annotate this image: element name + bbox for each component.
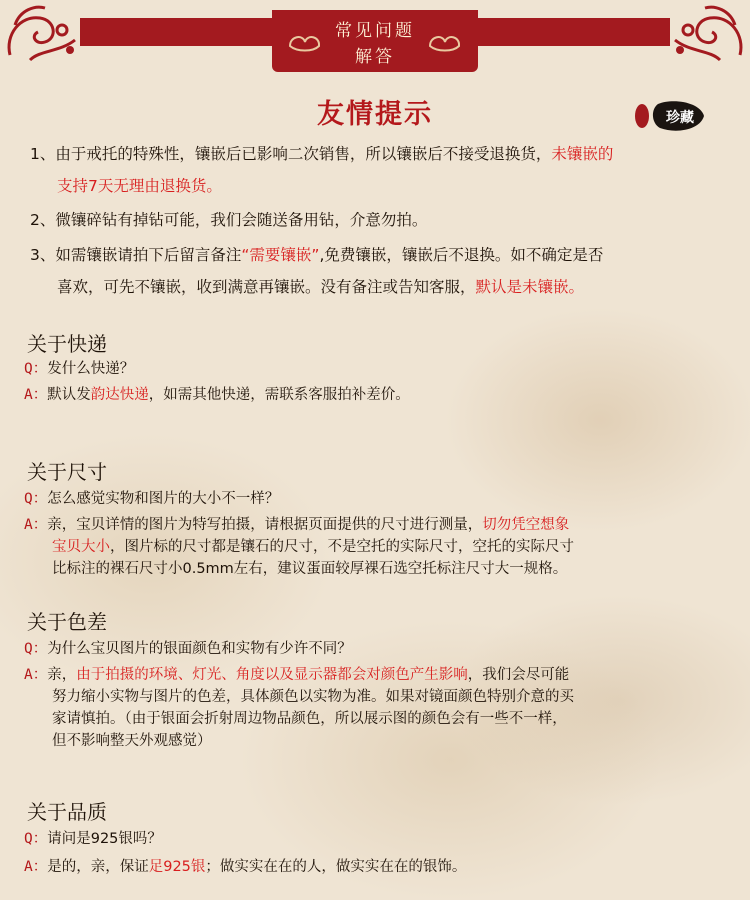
answer-text: 亲， bbox=[47, 667, 77, 683]
question-text: 请问是925银吗？ bbox=[47, 831, 162, 847]
section-size-question bbox=[24, 488, 279, 510]
answer-text-post: ，我们会尽可能 bbox=[467, 667, 570, 683]
section-color-question bbox=[24, 638, 352, 660]
notice-item-1-text: 1、由于戒托的特殊性，镶嵌后已影响二次销售，所以镶嵌后不接受退换货， bbox=[30, 145, 552, 163]
notice-item-2: 2、微镶碎钻有掉钻可能，我们会随送备用钻，介意勿拍。 bbox=[30, 211, 428, 229]
a-label: A： bbox=[24, 859, 48, 875]
notice-item-3-text-b: ,免费镶嵌，镶嵌后不退换。如不确定是否 bbox=[319, 246, 604, 264]
answer-line4: 但不影响整天外观感觉） bbox=[52, 733, 212, 749]
notice-item-1-line2: 支持7天无理由退换货。 bbox=[57, 177, 222, 195]
answer-line2-highlight: 宝贝大小 bbox=[52, 539, 110, 555]
notice-item-1-highlight: 未镶嵌的 bbox=[551, 145, 614, 163]
header-title-line2: 解答 bbox=[355, 47, 395, 67]
section-quality-answer bbox=[24, 856, 466, 878]
left-scroll-ornament-icon bbox=[0, 0, 90, 70]
section-heading-quality: 关于品质 bbox=[27, 800, 107, 824]
notice-item-3 bbox=[30, 243, 730, 267]
section-heading-express: 关于快递 bbox=[27, 332, 107, 356]
question-text: 发什么快递？ bbox=[47, 361, 135, 377]
answer-line3: 家请慎拍。（由于银面会折射周边物品颜色，所以展示图的颜色会有一些不一样， bbox=[52, 711, 567, 727]
section-color-answer bbox=[24, 664, 734, 752]
answer-highlight: 由于拍摄的环境、灯光、角度以及显示器都会对颜色产生影响 bbox=[76, 667, 468, 683]
notice-item-3-line2-highlight: 默认是未镶嵌。 bbox=[475, 278, 585, 296]
answer-line3: 比标注的裸石尺寸小0.5mm左右，建议蛋面较厚裸石选空托标注尺寸大一规格。 bbox=[52, 561, 568, 577]
notice-item-3-highlight: “需要镶嵌” bbox=[241, 246, 320, 264]
answer-highlight: 足925银 bbox=[148, 859, 206, 875]
q-label: Q： bbox=[24, 491, 48, 507]
q-label: Q： bbox=[24, 831, 48, 847]
answer-line2: 努力缩小实物与图片的色差，具体颜色以实物为准。如果对镜面颜色特别介意的买 bbox=[52, 689, 574, 705]
answer-text: 默认发 bbox=[47, 387, 91, 403]
q-label: Q： bbox=[24, 641, 48, 657]
notice-item-3-line2-text: 喜欢，可先不镶嵌，收到满意再镶嵌。没有备注或告知客服， bbox=[57, 278, 476, 296]
right-scroll-ornament-icon bbox=[660, 0, 750, 70]
header-title-line1: 常见问题 bbox=[335, 21, 415, 41]
notice-item-1 bbox=[30, 142, 730, 166]
q-label: Q： bbox=[24, 361, 48, 377]
answer-highlight: 切勿凭空想象 bbox=[482, 517, 570, 533]
answer-highlight: 韵达快递 bbox=[90, 387, 149, 403]
notice-item-3-text-a: 3、如需镶嵌请拍下后留言备注 bbox=[30, 246, 242, 264]
notice-title: 友情提示 bbox=[317, 99, 433, 130]
section-quality-question bbox=[24, 828, 162, 850]
question-text: 为什么宝贝图片的银面颜色和实物有少许不同？ bbox=[47, 641, 352, 657]
answer-text: 是的，亲，保证 bbox=[47, 859, 149, 875]
answer-text-post: ，如需其他快递，需联系客服拍补差价。 bbox=[148, 387, 410, 403]
page-header bbox=[0, 0, 750, 80]
a-label: A： bbox=[24, 667, 48, 683]
section-heading-size: 关于尺寸 bbox=[27, 460, 107, 484]
notice-item-3-line2 bbox=[57, 275, 584, 299]
section-express-question bbox=[24, 358, 134, 380]
ink-seal-stamp-icon bbox=[628, 96, 708, 136]
section-express-answer bbox=[24, 384, 410, 406]
answer-text: 亲，宝贝详情的图片为特写拍摄，请根据页面提供的尺寸进行测量， bbox=[47, 517, 483, 533]
answer-line2 bbox=[24, 536, 734, 558]
a-label: A： bbox=[24, 387, 48, 403]
stamp-text: 珍藏 bbox=[666, 110, 694, 126]
answer-line2-text: ，图片标的尺寸都是镶石的尺寸，不是空托的实际尺寸，空托的实际尺寸 bbox=[110, 539, 574, 555]
question-text: 怎么感觉实物和图片的大小不一样？ bbox=[47, 491, 280, 507]
section-heading-color: 关于色差 bbox=[27, 610, 107, 634]
a-label: A： bbox=[24, 517, 48, 533]
answer-text-post: ；做实实在在的人，做实实在在的银饰。 bbox=[205, 859, 467, 875]
section-size-answer bbox=[24, 514, 734, 580]
